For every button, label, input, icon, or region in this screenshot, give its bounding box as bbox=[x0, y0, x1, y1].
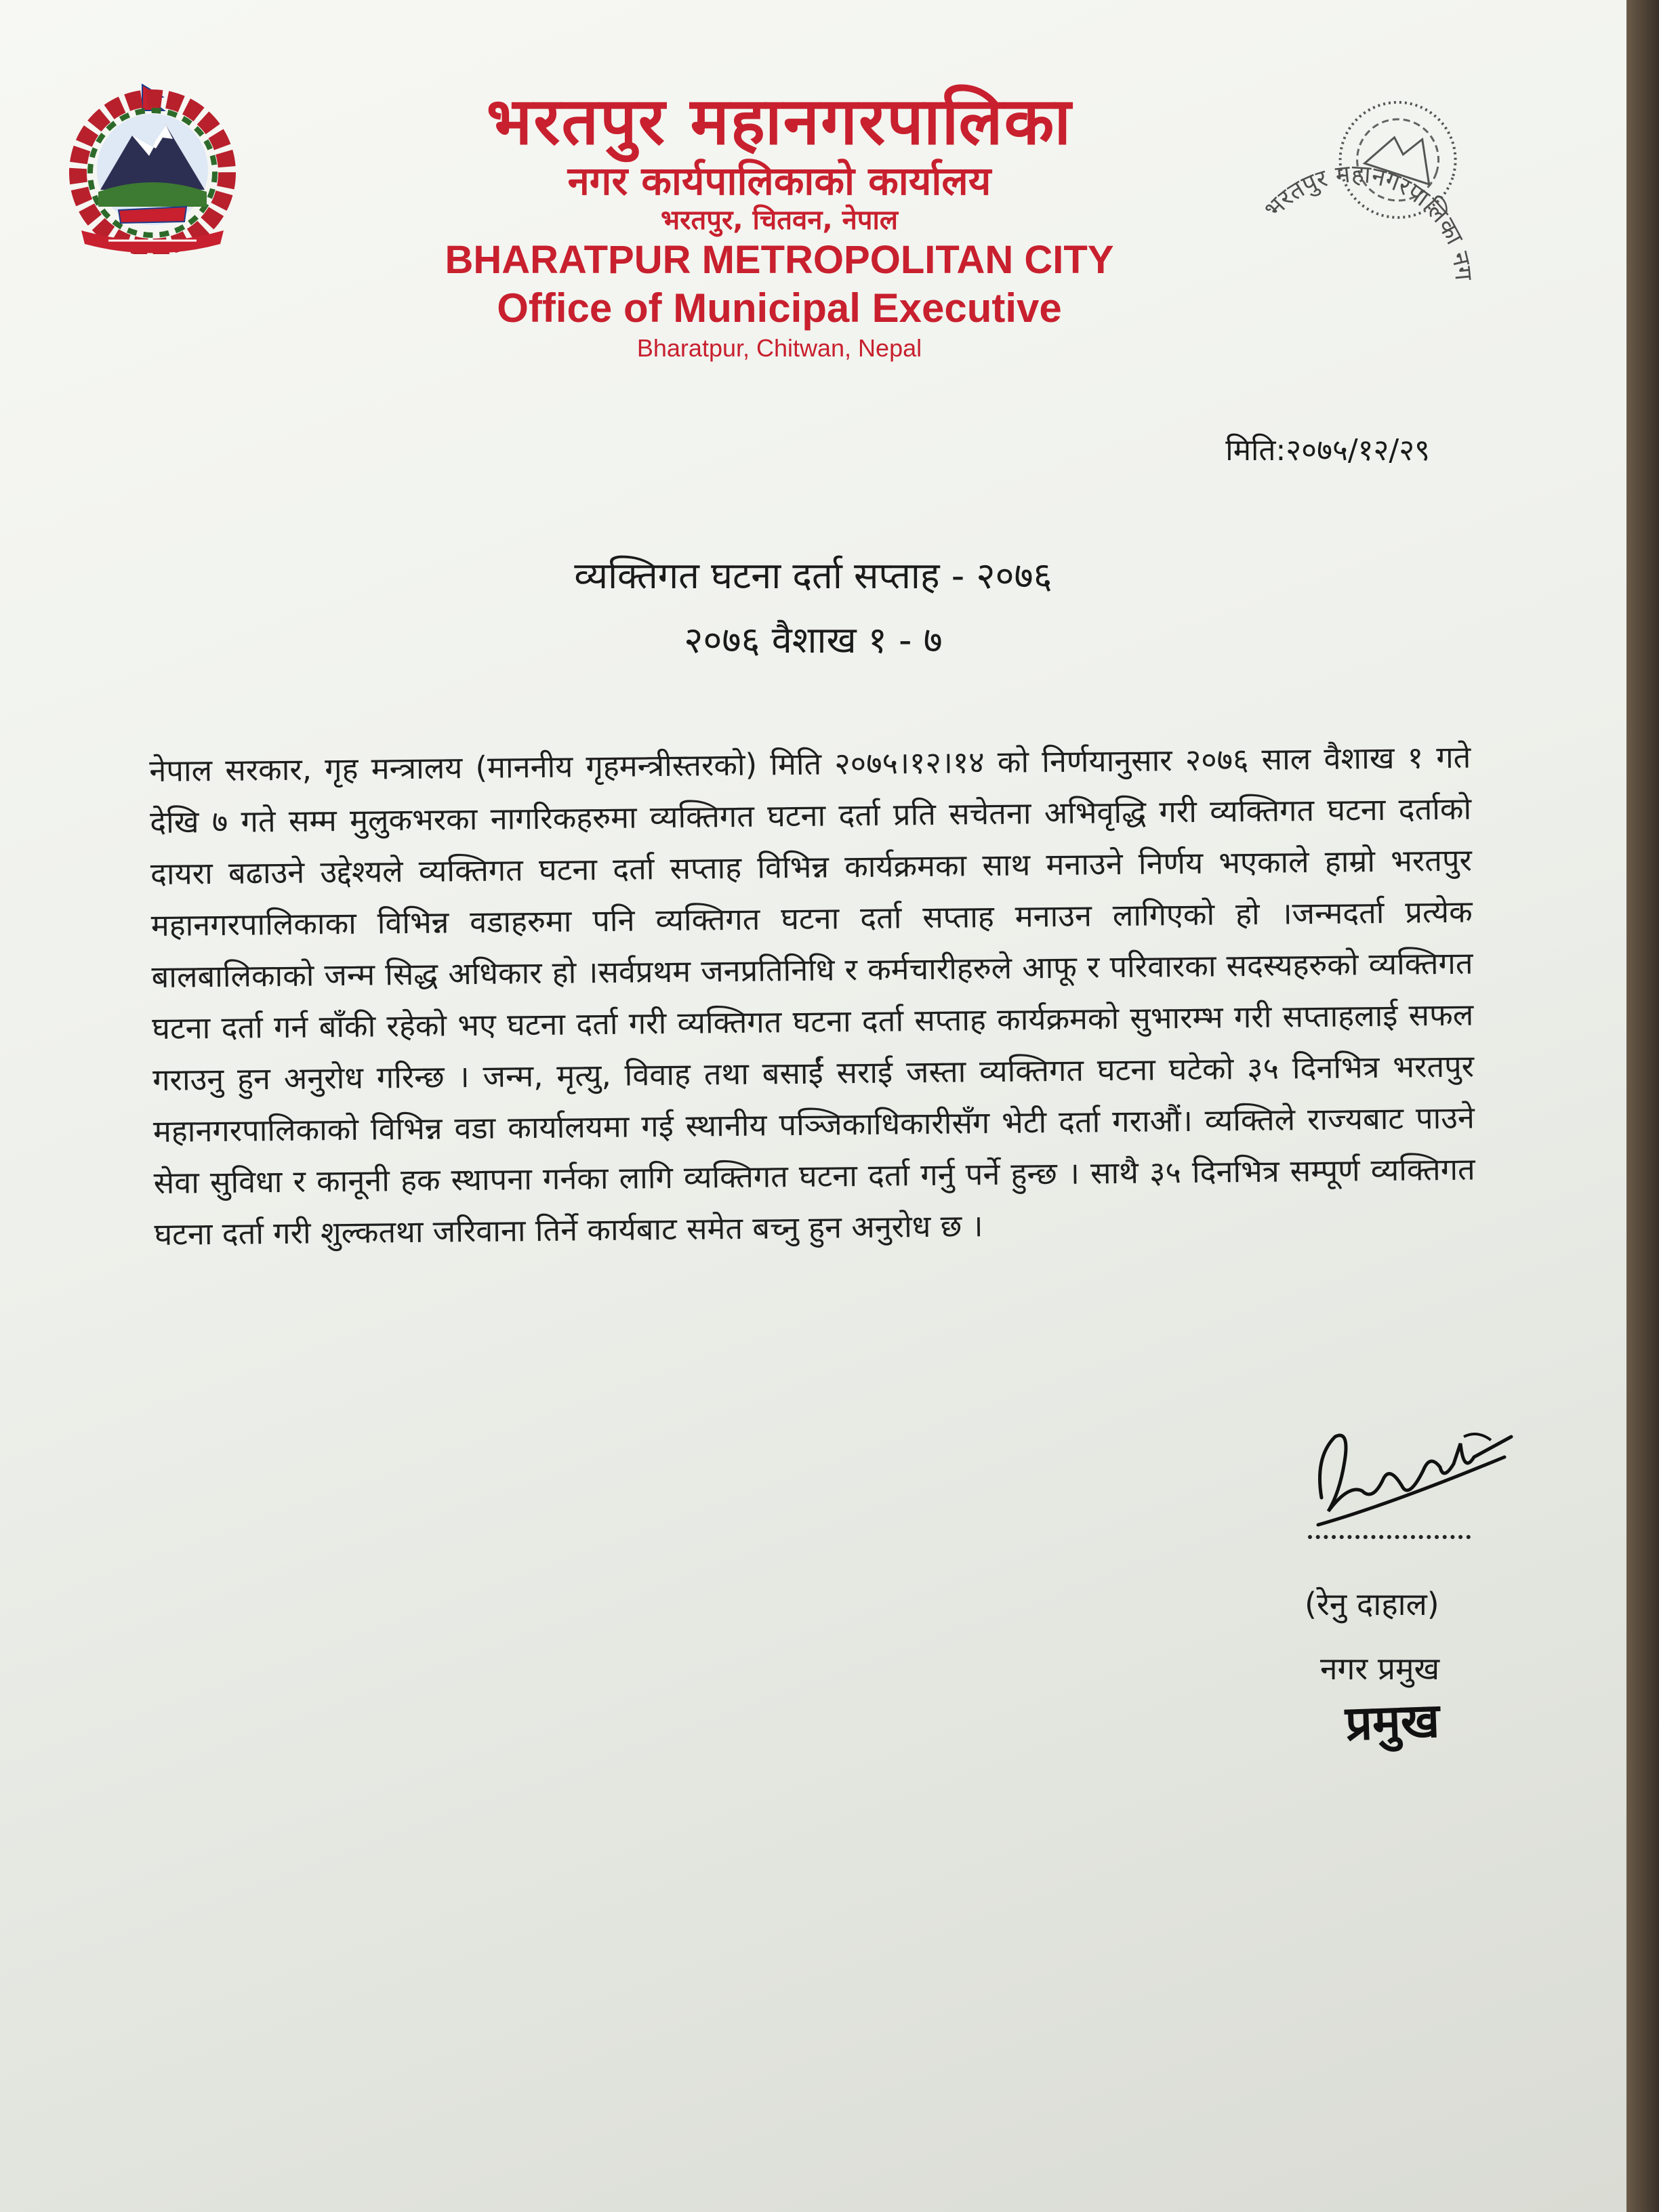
svg-text:भरतपुर महानगरपालिका नगर कार्यप bbox=[1240, 81, 1511, 290]
municipality-name-english: BHARATPUR METROPOLITAN CITY bbox=[445, 238, 1114, 282]
seal-text: भरतपुर महानगरपालिका नगर bbox=[1258, 160, 1478, 282]
municipality-name-nepali: भरतपुर महानगरपालिका bbox=[486, 83, 1073, 159]
letter-date: मिति:२०७५/१२/२९ bbox=[1225, 433, 1430, 468]
letter-body: नेपाल सरकार, गृह मन्त्रालय (माननीय गृहमन्त्रीस्तरको) मिति २०७५।१२।१४ को निर्णयानुसार २०७६ साल वैशाख १ गते देखि ७ गते सम्म मुलुकभरका नागरिकहरुमा व्यक्तिगत घटना दर्ता प्रति सचेतना अभिवृद्धि गरी व्यक्तिगत घटना दर्ताको दायरा बढाउने उद्देश्यले व्यक्तिगत घटना दर्ता सप्ताह विभिन्न कार्यक्रमका साथ मनाउने निर्णय भएकाले हाम्रो भरतपुर महानगरपालिकाका विभिन्न वडाहरुमा पनि व्यक्तिगत घटना दर्ता सप्ताह मनाउन लागिएको हो ।जन्मदर्ता प्रत्येक बालबालिकाको जन्म सिद्ध अधिकार हो ।सर्वप्रथम जनप्रतिनिधि र कर्मचारीहरुले आफू र परिवारका सदस्यहरुको व्यक्तिगत घटना दर्ता गर्न बाँकी रहेको भए घटना दर्ता गरी व्यक्तिगत घटना दर्ता सप्ताह कार्यक्रमको सुभारम्भ गरी सप्ताहलाई सफल गराउनु हुन अनुरोध गरिन्छ । जन्म, मृत्यु, विवाह तथा बसाईं सराई जस्ता व्यक्तिगत घटना घटेको ३५ दिनभित्र भरतपुर महानगरपालिकाको विभिन्न वडा कार्यालयमा गई स्थानीय पञ्जिकाधिकारीसँग भेटी दर्ता गराऔं। व्यक्तिले राज्यबाट पाउने सेवा सुविधा र कानूनी हक स्थापना गर्नका लागि व्यक्तिगत घटना दर्ता गर्नु पर्ने हुन्छ । साथै ३५ दिनभित्र सम्पूर्ण व्यक्तिगत घटना दर्ता गरी शुल्कतथा जरिवाना तिर्ने कार्यबाट समेत बच्नु हुन अनुरोध छ । bbox=[149, 739, 1475, 1252]
table-edge-background bbox=[1626, 0, 1659, 2212]
document-subtitle-date-range: २०७६ वैशाख १ - ७ bbox=[684, 619, 943, 661]
office-seal-stamp-icon bbox=[1240, 81, 1511, 352]
title-stamp: प्रमुख bbox=[1344, 1692, 1441, 1752]
handwritten-signature-icon bbox=[1308, 1416, 1525, 1565]
office-name-english: Office of Municipal Executive bbox=[497, 285, 1062, 331]
address-english: Bharatpur, Chitwan, Nepal bbox=[636, 334, 922, 362]
signatory-title: नगर प्रमुख bbox=[1320, 1650, 1440, 1687]
nepal-coat-of-arms-icon bbox=[54, 78, 251, 254]
signature-line bbox=[1308, 1535, 1471, 1539]
signatory-name: (रेनु दाहाल) bbox=[1305, 1586, 1439, 1622]
document-title: व्यक्तिगत घटना दर्ता सप्ताह - २०७६ bbox=[574, 554, 1052, 597]
address-nepali: भरतपुर, चितवन, नेपाल bbox=[660, 205, 898, 236]
office-name-nepali: नगर कार्यपालिकाको कार्यालय bbox=[567, 158, 991, 204]
